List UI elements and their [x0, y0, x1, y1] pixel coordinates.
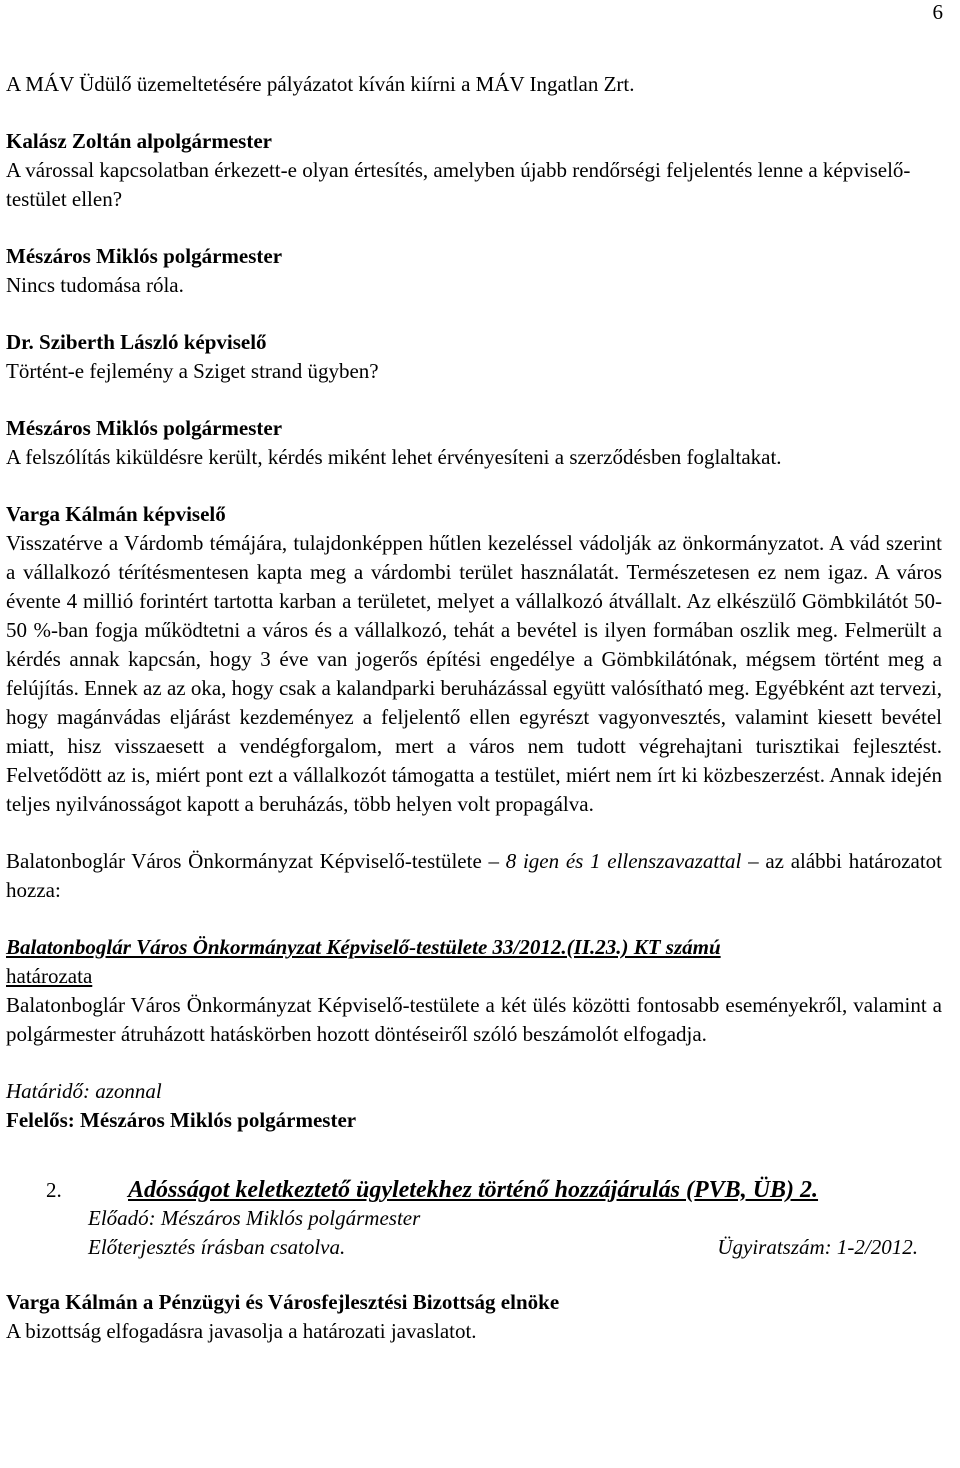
vote-statement	[6, 847, 942, 905]
speaker-name: Varga Kálmán képviselő	[6, 502, 226, 526]
page-number: 6	[932, 0, 943, 24]
agenda-submission: Előterjesztés írásban csatolva.	[88, 1235, 346, 1259]
closing-exchange	[6, 1288, 942, 1346]
speech-text: A bizottság elfogadásra javasolja a határozati javaslatot.	[6, 1319, 477, 1343]
resolution-title-suffix: határozata	[6, 964, 93, 988]
agenda-presenter: Előadó: Mészáros Miklós polgármester	[88, 1206, 421, 1230]
resolution-deadline: Határidő: azonnal	[6, 1079, 162, 1103]
speaker-name: Dr. Sziberth László képviselő	[6, 330, 267, 354]
vote-suffix: – az alábbi határozatot hozza:	[6, 849, 943, 902]
speech-text: Nincs tudomása róla.	[6, 273, 184, 297]
resolution-title-main: Balatonboglár Város Önkormányzat Képviselő-testülete 33/2012.(II.23.) KT számú	[6, 935, 721, 959]
resolution-body: Balatonboglár Város Önkormányzat Képviselő-testülete a két ülés közötti fontosabb eseményekről, valamint a polgármester átruházott hatáskörben hozott döntéseiről szóló beszámolót elfogadja.	[6, 993, 942, 1046]
exchange-kalasz	[6, 127, 942, 214]
speech-text: A várossal kapcsolatban érkezett-e olyan értesítés, amelyben újabb rendőrségi feljelentés lenne a képviselő-testület ellen?	[6, 158, 911, 211]
speech-text: A felszólítás kiküldésre került, kérdés miként lehet érvényesíteni a szerződésben foglaltakat.	[6, 445, 782, 469]
exchange-meszaros-1	[6, 242, 942, 300]
resolution-title	[6, 933, 942, 991]
exchange-varga	[6, 500, 942, 819]
exchange-sziberth	[6, 328, 942, 386]
exchange-meszaros-2	[6, 414, 942, 472]
speaker-name: Mészáros Miklós polgármester	[6, 416, 283, 440]
resolution	[6, 933, 942, 1049]
resolution-responsible: Felelős: Mészáros Miklós polgármester	[6, 1108, 357, 1132]
resolution-meta	[6, 1077, 942, 1135]
agenda-number: 2.	[46, 1178, 62, 1202]
agenda-file-number: Ügyiratszám: 1-2/2012.	[717, 1235, 918, 1259]
vote-prefix: Balatonboglár Város Önkormányzat Képviselő-testülete –	[6, 849, 500, 873]
agenda-item	[6, 1177, 942, 1262]
agenda-title: Adósságot keletkeztető ügyletekhez történő hozzájárulás (PVB, ÜB) 2.	[128, 1177, 819, 1203]
speaker-name: Varga Kálmán a Pénzügyi és Városfejlesztési Bizottság elnöke	[6, 1290, 560, 1314]
speaker-name: Mészáros Miklós polgármester	[6, 244, 283, 268]
intro-paragraph: A MÁV Üdülő üzemeltetésére pályázatot kíván kiírni a MÁV Ingatlan Zrt.	[6, 72, 635, 96]
speech-text: Visszatérve a Várdomb témájára, tulajdonképpen hűtlen kezeléssel vádolják az önkormányzatot. A vád szerint a vállalkozó térítésmentesen kapta meg a várdombi terület használatát. Természetesen ez nem igaz. A város évente 4 millió forintért tartotta karban a területet, melyet a vállalkozó átvállalt. Az elkészülő Gömbkilátót 50-50 %-ban fogja működtetni a város és a vállalkozó, tehát a bevétel is ilyen formában oszlik meg. Felmerült a kérdés annak kapcsán, hogy 3 éve van jogerős építési engedélye a Gömbkilátónak, mégsem történt meg a felújítás. Ennek az az oka, hogy csak a kalandparki beruházással együtt valósítható meg. Egyébként azt tervezi, hogy magánvádas eljárást kezdeményez a feljelentő ellen egyrészt vagyonvesztés, valamint kiesett bevétel miatt, hisz visszaesett a vendégforgalom, mert a város nem tudott végrehajtani turisztikai fejlesztést. Felvetődött az is, miért pont ezt a vállalkozót támogatta a testület, miért nem írt ki közbeszerzést. Annak idején teljes nyilvánosságot kapott a beruházás, több helyen volt propagálva.	[6, 531, 942, 816]
vote-result: 8 igen és 1 ellenszavazattal	[505, 849, 742, 873]
speech-text: Történt-e fejlemény a Sziget strand ügyben?	[6, 359, 379, 383]
speaker-name: Kalász Zoltán alpolgármester	[6, 129, 272, 153]
document-body	[6, 70, 942, 1346]
